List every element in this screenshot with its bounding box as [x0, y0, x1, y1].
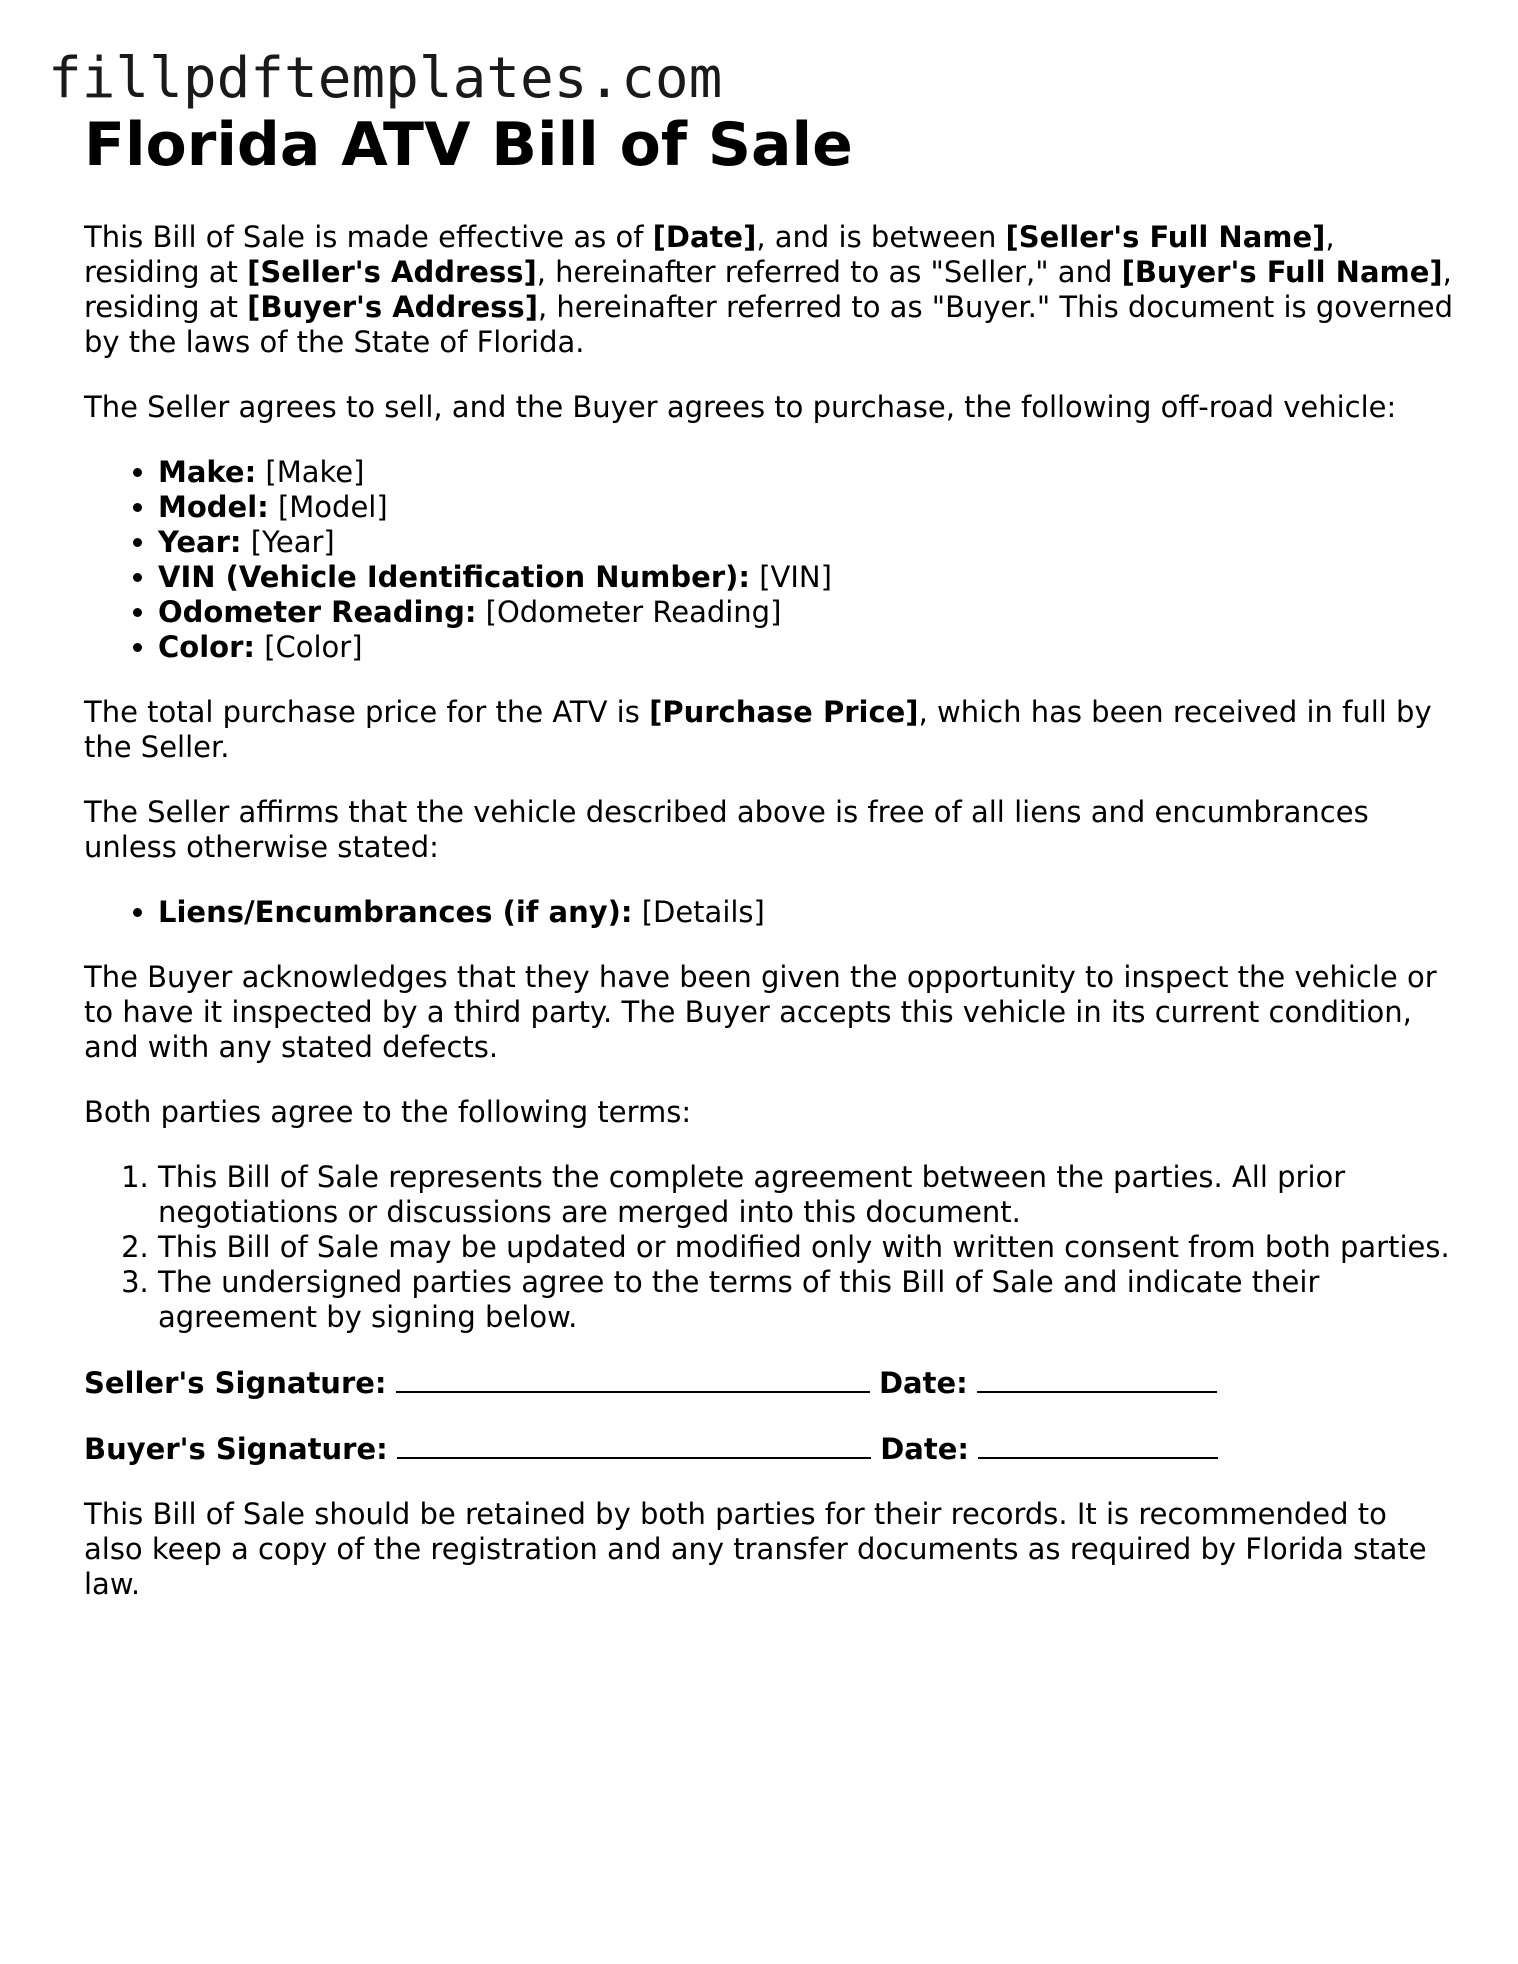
vehicle-intro: The Seller agrees to sell, and the Buyer agrees to purchase, the following off-road vehicle: — [84, 390, 1397, 424]
field-value: [Odometer Reading] — [485, 595, 782, 629]
seller-date-label: Date: — [878, 1366, 968, 1400]
field-label: Make: — [158, 455, 257, 489]
document-title: Florida ATV Bill of Sale — [84, 110, 853, 180]
field-label: Liens/Encumbrances (if any): — [158, 895, 633, 929]
seller-name-placeholder: [Seller's Full Name] — [1005, 220, 1326, 254]
intro-paragraph — [84, 220, 1454, 360]
field-value: [Year] — [250, 525, 335, 559]
price-paragraph — [84, 695, 1454, 765]
field-label: VIN (Vehicle Identification Number): — [158, 560, 750, 594]
price-text-2: , which has been received in full by the Seller. — [84, 695, 1432, 764]
list-item — [158, 490, 1454, 525]
field-label: Color: — [158, 630, 255, 664]
field-label: Year: — [158, 525, 242, 559]
buyer-signature-label: Buyer's Signature: — [84, 1432, 388, 1466]
intro-text-6: , hereinafter referred to as "Buyer." This document is governed by the laws of the State of Florida. — [84, 290, 1454, 359]
watermark-text: fillpdftemplates.com — [48, 46, 723, 111]
price-text-1: The total purchase price for the ATV is — [84, 695, 650, 729]
document-body — [84, 110, 1454, 1602]
list-item: 1. This Bill of Sale represents the complete agreement between the parties. All prior negotiations or discussions are merged into this document. — [158, 1160, 1454, 1230]
seller-signature-row — [84, 1365, 1454, 1401]
seller-address-placeholder: [Seller's Address] — [247, 255, 537, 289]
field-label: Model: — [158, 490, 269, 524]
intro-text-4: , hereinafter referred to as "Seller," and — [536, 255, 1122, 289]
field-value: [Details] — [641, 895, 765, 929]
terms-intro: Both parties agree to the following terms: — [84, 1095, 692, 1129]
closing-paragraph: This Bill of Sale should be retained by both parties for their records. It is recommended to also keep a copy of the registration and any transfer documents as required by Florida state law. — [84, 1497, 1427, 1601]
list-item — [158, 525, 1454, 560]
list-item — [158, 560, 1454, 595]
purchase-price-placeholder: [Purchase Price] — [649, 695, 919, 729]
vehicle-details-list — [84, 455, 1454, 665]
intro-text-3: , residing at — [84, 220, 1335, 289]
intro-text-2: , and is between — [756, 220, 1006, 254]
seller-signature-label: Seller's Signature: — [84, 1366, 387, 1400]
buyer-address-placeholder: [Buyer's Address] — [247, 290, 538, 324]
list-item — [158, 595, 1454, 630]
field-value: [Model] — [277, 490, 388, 524]
seller-date-line[interactable] — [977, 1365, 1217, 1393]
list-item: 3. The undersigned parties agree to the terms of this Bill of Sale and indicate their agreement by signing below. — [158, 1265, 1454, 1335]
liens-list — [84, 895, 1454, 930]
buyer-date-label: Date: — [880, 1432, 969, 1466]
list-item — [158, 630, 1454, 665]
field-label: Odometer Reading: — [158, 595, 477, 629]
field-value: [Make] — [265, 455, 365, 489]
buyer-signature-row — [84, 1431, 1454, 1467]
date-placeholder: [Date] — [652, 220, 757, 254]
buyer-signature-line[interactable] — [397, 1431, 871, 1459]
intro-text-5: , residing at — [84, 255, 1452, 324]
seller-signature-line[interactable] — [396, 1365, 870, 1393]
field-value: [Color] — [264, 630, 363, 664]
field-value: [VIN] — [759, 560, 832, 594]
intro-text-1: This Bill of Sale is made effective as of — [84, 220, 653, 254]
list-item — [158, 895, 1454, 930]
buyer-date-line[interactable] — [978, 1431, 1218, 1459]
list-item: 2. This Bill of Sale may be updated or modified only with written consent from both parties. — [158, 1230, 1454, 1265]
liens-intro: The Seller affirms that the vehicle described above is free of all liens and encumbrances unless otherwise stated: — [84, 795, 1369, 864]
terms-list — [84, 1160, 1454, 1335]
buyer-name-placeholder: [Buyer's Full Name] — [1121, 255, 1443, 289]
inspection-paragraph: The Buyer acknowledges that they have been given the opportunity to inspect the vehicle or to have it inspected by a third party. The Buyer accepts this vehicle in its current condition, and with any stated defects. — [84, 960, 1437, 1064]
list-item — [158, 455, 1454, 490]
